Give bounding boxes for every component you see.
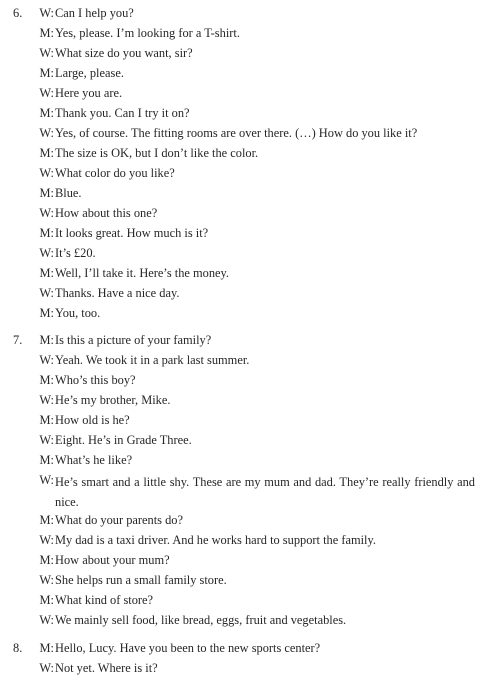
line-text: How old is he? <box>55 413 130 427</box>
dialogue-line <box>0 23 481 43</box>
dialogue-line <box>0 223 481 243</box>
dialogue-line <box>0 590 481 610</box>
dialogue-line <box>0 638 481 658</box>
dialogue-number: 8. <box>13 641 23 655</box>
dialogue-line <box>0 350 481 370</box>
speaker-label: M: <box>39 413 54 427</box>
speaker-label: W: <box>39 393 54 407</box>
speaker-label: W: <box>39 661 54 675</box>
dialogue-line <box>0 470 481 510</box>
line-text: What kind of store? <box>55 593 154 607</box>
speaker-label: W: <box>39 46 54 60</box>
line-text: Yes, please. I’m looking for a T-shirt. <box>55 26 240 40</box>
line-text: What do your parents do? <box>55 513 183 527</box>
dialogue-7 <box>0 330 481 630</box>
dialogue-line <box>0 103 481 123</box>
dialogue-line <box>0 410 481 430</box>
speaker-label: M: <box>39 66 54 80</box>
speaker-label: W: <box>39 433 54 447</box>
speaker-label: M: <box>39 106 54 120</box>
speaker-label: M: <box>39 226 54 240</box>
speaker-label: M: <box>39 266 54 280</box>
line-text: It looks great. How much is it? <box>55 226 209 240</box>
line-text: Is this a picture of your family? <box>55 333 212 347</box>
line-text: We mainly sell food, like bread, eggs, fruit and vegetables. <box>55 613 347 627</box>
line-text: Large, please. <box>55 66 124 80</box>
speaker-label: M: <box>39 641 54 655</box>
dialogue-number: 7. <box>13 333 23 347</box>
speaker-label: M: <box>39 306 54 320</box>
dialogue-line <box>0 450 481 470</box>
dialogue-line <box>0 330 481 350</box>
speaker-label: W: <box>39 286 54 300</box>
dialogue-line <box>0 283 481 303</box>
speaker-label: W: <box>39 126 54 140</box>
line-text: He’s smart and a little shy. These are my mum and dad. They’re really friendly and nice. <box>55 475 475 509</box>
speaker-label: W: <box>39 6 54 20</box>
dialogue-line <box>0 3 481 23</box>
dialogue-line <box>0 243 481 263</box>
dialogue-line <box>0 530 481 550</box>
line-text: Yeah. We took it in a park last summer. <box>55 353 250 367</box>
line-text: Yes, of course. The fitting rooms are over there. (…) How do you like it? <box>55 126 418 140</box>
dialogue-line <box>0 183 481 203</box>
dialogue-line <box>0 390 481 410</box>
speaker-label: M: <box>39 146 54 160</box>
line-text: You, too. <box>55 306 101 320</box>
dialogue-line <box>0 370 481 390</box>
line-text: How about this one? <box>55 206 158 220</box>
dialogue-line <box>0 658 481 678</box>
dialogue-line <box>0 143 481 163</box>
speaker-label: M: <box>39 453 54 467</box>
speaker-label: M: <box>39 333 54 347</box>
speaker-label: W: <box>39 473 54 487</box>
speaker-label: W: <box>39 573 54 587</box>
line-text: Here you are. <box>55 86 123 100</box>
speaker-label: W: <box>39 166 54 180</box>
dialogue-line <box>0 263 481 283</box>
speaker-label: M: <box>39 513 54 527</box>
speaker-label: M: <box>39 593 54 607</box>
dialogue-line <box>0 303 481 323</box>
line-text: Thanks. Have a nice day. <box>55 286 180 300</box>
line-text: Not yet. Where is it? <box>55 661 158 675</box>
line-text: He’s my brother, Mike. <box>55 393 171 407</box>
dialogue-6 <box>0 3 481 323</box>
speaker-label: W: <box>39 613 54 627</box>
dialogue-number: 6. <box>13 6 23 20</box>
line-text: She helps run a small family store. <box>55 573 227 587</box>
line-text: How about your mum? <box>55 553 170 567</box>
line-text: Who’s this boy? <box>55 373 136 387</box>
speaker-label: W: <box>39 246 54 260</box>
dialogue-8 <box>0 638 481 678</box>
line-text: Blue. <box>55 186 82 200</box>
speaker-label: M: <box>39 26 54 40</box>
speaker-label: W: <box>39 353 54 367</box>
dialogue-line <box>0 63 481 83</box>
line-text: The size is OK, but I don’t like the color. <box>55 146 259 160</box>
dialogue-line <box>0 610 481 630</box>
line-text: What color do you like? <box>55 166 175 180</box>
speaker-label: W: <box>39 206 54 220</box>
line-text: Can I help you? <box>55 6 134 20</box>
speaker-label: M: <box>39 373 54 387</box>
line-text: Eight. He’s in Grade Three. <box>55 433 192 447</box>
speaker-label: M: <box>39 186 54 200</box>
line-text: What’s he like? <box>55 453 133 467</box>
line-text: Hello, Lucy. Have you been to the new sports center? <box>55 641 321 655</box>
line-text: Thank you. Can I try it on? <box>55 106 190 120</box>
line-text: My dad is a taxi driver. And he works hard to support the family. <box>55 533 376 547</box>
dialogue-line <box>0 123 481 143</box>
speaker-label: W: <box>39 86 54 100</box>
line-text: What size do you want, sir? <box>55 46 193 60</box>
line-text: It’s £20. <box>55 246 96 260</box>
dialogue-line <box>0 203 481 223</box>
dialogue-line <box>0 43 481 63</box>
dialogue-line <box>0 570 481 590</box>
line-text: Well, I’ll take it. Here’s the money. <box>55 266 230 280</box>
dialogue-line <box>0 510 481 530</box>
dialogue-line <box>0 430 481 450</box>
dialogue-line <box>0 163 481 183</box>
dialogue-line <box>0 550 481 570</box>
dialogue-line <box>0 83 481 103</box>
speaker-label: W: <box>39 533 54 547</box>
speaker-label: M: <box>39 553 54 567</box>
